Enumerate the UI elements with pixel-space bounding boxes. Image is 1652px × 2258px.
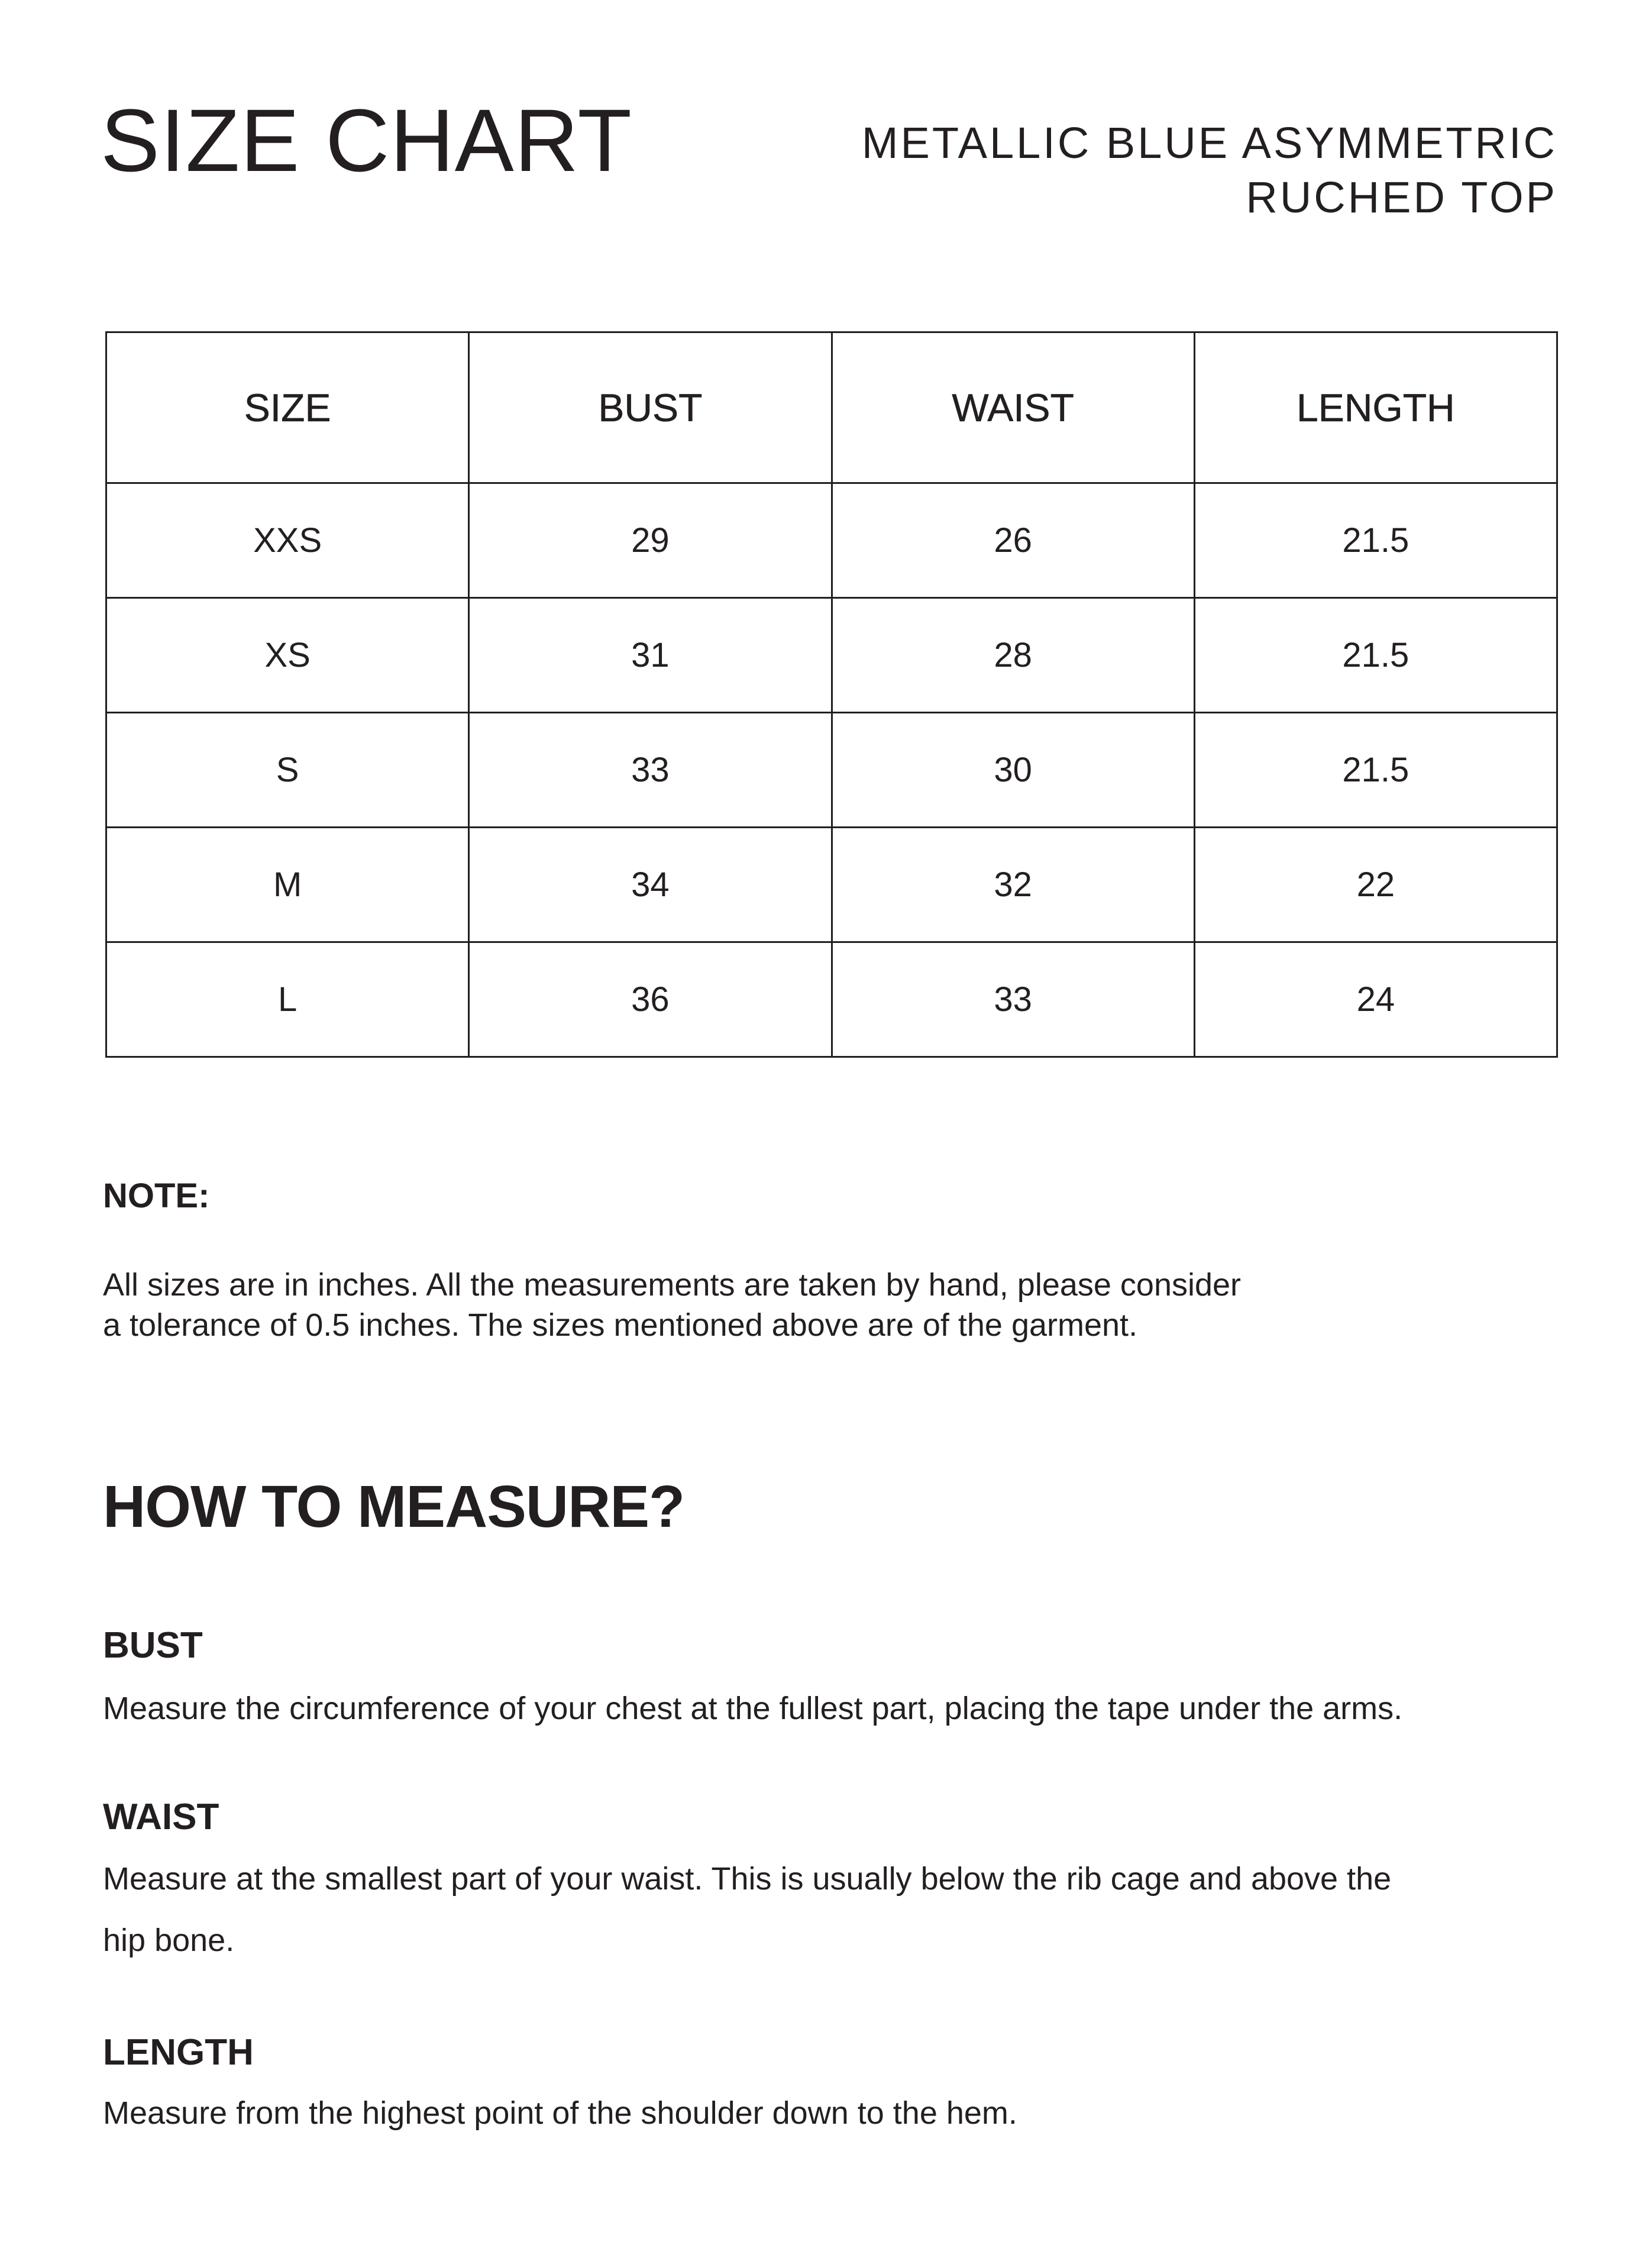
column-header-length: LENGTH [1194,332,1557,483]
instruction-line: Measure from the highest point of the shoulder down to the hem. [103,2095,1017,2131]
cell-waist: 30 [832,713,1194,828]
waist-measure-instructions [103,1848,1522,1971]
instruction-line: hip bone. [103,1923,235,1958]
cell-size: XXS [106,483,469,598]
table-header-row [106,332,1557,483]
cell-bust: 33 [469,713,832,828]
waist-measure-label: WAIST [103,1797,219,1837]
table-row [106,483,1557,598]
cell-length: 22 [1194,828,1557,942]
product-title [862,116,1557,225]
cell-size: S [106,713,469,828]
cell-length: 21.5 [1194,598,1557,713]
bust-measure-label: BUST [103,1625,203,1666]
table-row [106,598,1557,713]
table-row [106,942,1557,1057]
length-measure-instructions [103,2082,1522,2144]
how-to-measure-heading: HOW TO MEASURE? [103,1474,685,1540]
note-text [103,1265,1463,1345]
cell-waist: 28 [832,598,1194,713]
instruction-line: Measure the circumference of your chest at the fullest part, placing the tape under the arms. [103,1691,1403,1726]
cell-waist: 33 [832,942,1194,1057]
column-header-size: SIZE [106,332,469,483]
column-header-waist: WAIST [832,332,1194,483]
cell-length: 24 [1194,942,1557,1057]
note-text-line: All sizes are in inches. All the measurements are taken by hand, please consider [103,1267,1242,1303]
cell-length: 21.5 [1194,713,1557,828]
table-row [106,713,1557,828]
column-header-bust: BUST [469,332,832,483]
cell-bust: 34 [469,828,832,942]
cell-length: 21.5 [1194,483,1557,598]
cell-bust: 31 [469,598,832,713]
instruction-line: Measure at the smallest part of your waist. This is usually below the rib cage and above the [103,1861,1392,1897]
product-title-line-1: METALLIC BLUE ASYMMETRIC [861,118,1557,167]
cell-size: L [106,942,469,1057]
cell-waist: 32 [832,828,1194,942]
size-chart-table [105,331,1558,1058]
cell-bust: 36 [469,942,832,1057]
note-text-line: a tolerance of 0.5 inches. The sizes mentioned above are of the garment. [103,1307,1138,1343]
cell-waist: 26 [832,483,1194,598]
length-measure-label: LENGTH [103,2032,254,2073]
cell-bust: 29 [469,483,832,598]
cell-size: M [106,828,469,942]
page-title: SIZE CHART [101,91,633,190]
bust-measure-instructions [103,1678,1522,1739]
note-label: NOTE: [103,1177,210,1215]
product-title-line-2: RUCHED TOP [1246,173,1557,222]
table-row [106,828,1557,942]
cell-size: XS [106,598,469,713]
